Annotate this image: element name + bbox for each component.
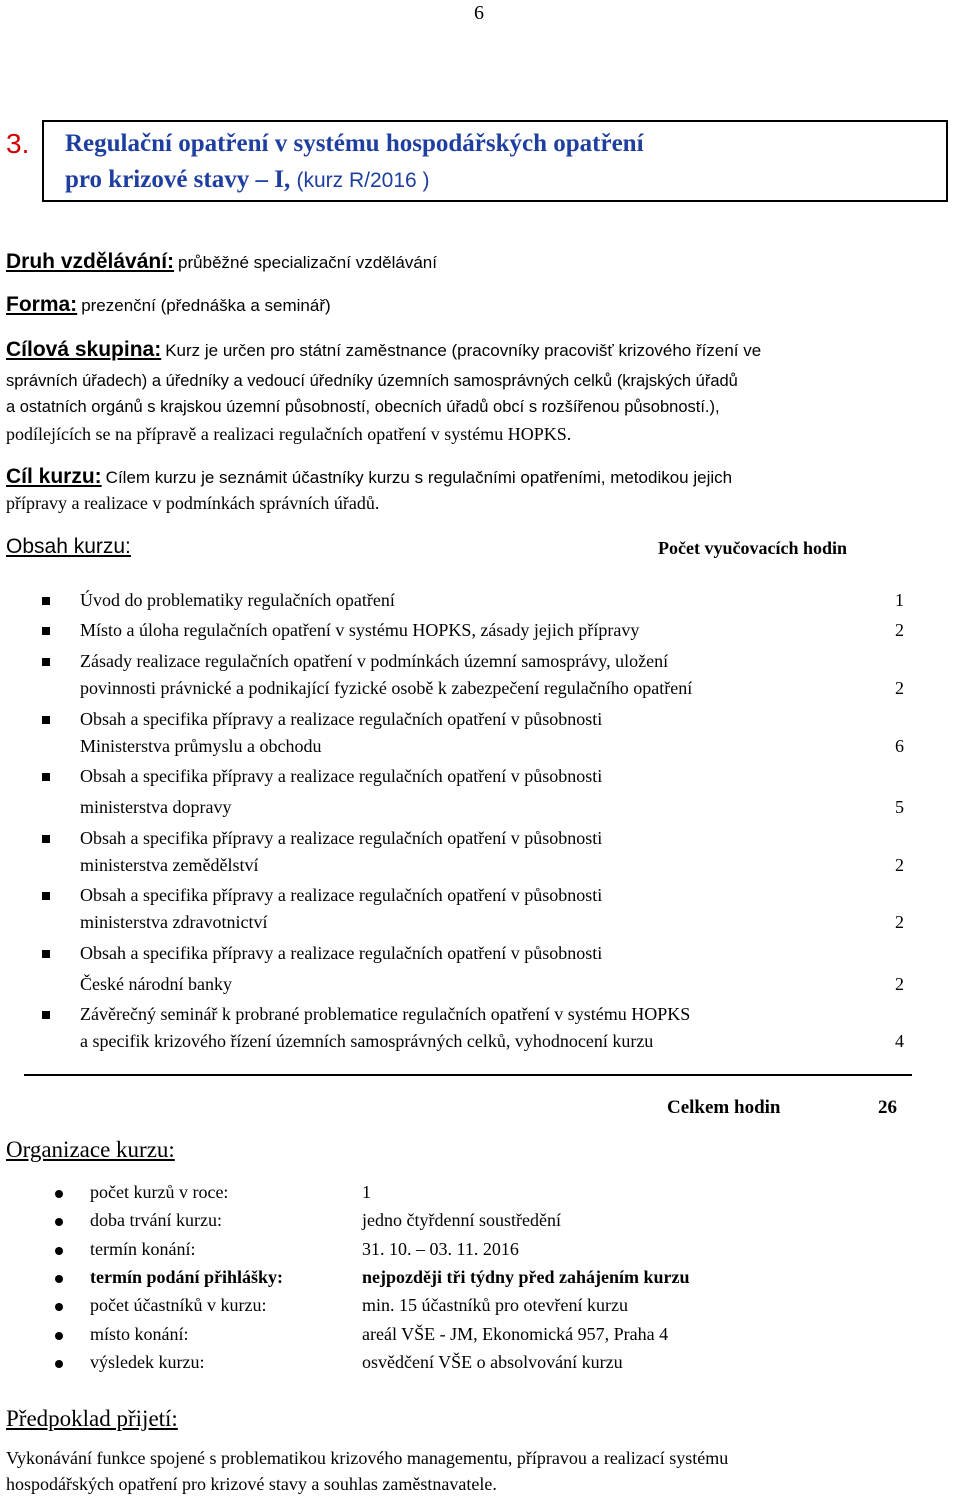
obsah-item-line2: a specifik krizového řízení územních samosprávných celků, vyhodnocení kurzu	[80, 1031, 654, 1051]
obsah-item-hours: 2	[895, 912, 904, 932]
hours-header: Počet vyučovacích hodin	[658, 538, 847, 558]
organizace-key: termín konání:	[90, 1238, 196, 1259]
cilova-row	[6, 338, 761, 362]
organizace-label: Organizace kurzu:	[6, 1137, 175, 1162]
list-bullet-icon	[42, 1011, 50, 1019]
organizace-value: 31. 10. – 03. 11. 2016	[362, 1238, 519, 1259]
bullet-dot-icon	[55, 1303, 63, 1311]
druh-row	[6, 250, 437, 274]
list-bullet-icon	[42, 658, 50, 666]
bullet-dot-icon	[55, 1218, 63, 1226]
cil-line2: přípravy a realizace v podmínkách správních úřadů.	[6, 493, 380, 513]
obsah-item-line2: ministerstva zemědělství	[80, 855, 259, 875]
divider	[24, 1074, 912, 1076]
list-bullet-icon	[42, 892, 50, 900]
organizace-value: jedno čtyřdenní soustředění	[362, 1210, 561, 1231]
organizace-key: výsledek kurzu:	[90, 1351, 205, 1372]
list-bullet-icon	[42, 835, 50, 843]
bullet-dot-icon	[55, 1247, 63, 1255]
cil-row	[6, 465, 732, 489]
list-bullet-icon	[42, 716, 50, 724]
total-value: 26	[878, 1097, 897, 1118]
organizace-value: min. 15 účastníků pro otevření kurzu	[362, 1295, 628, 1316]
forma-label: Forma:	[6, 293, 78, 316]
organizace-value: 1	[362, 1182, 371, 1202]
obsah-item-line2: ministerstva zdravotnictví	[80, 912, 268, 932]
cil-label: Cíl kurzu:	[6, 465, 102, 488]
course-code: (kurz R/2016 )	[296, 169, 430, 192]
list-bullet-icon	[42, 773, 50, 781]
list-bullet-icon	[42, 597, 50, 605]
obsah-item-line2: ministerstva dopravy	[80, 797, 232, 817]
organizace-key: doba trvání kurzu:	[90, 1210, 222, 1231]
bullet-dot-icon	[55, 1332, 63, 1340]
bullet-dot-icon	[55, 1190, 63, 1198]
organizace-key: počet účastníků v kurzu:	[90, 1295, 267, 1316]
obsah-item-line1: Obsah a specifika přípravy a realizace regulačních opatření v působnosti	[80, 885, 603, 905]
organizace-key: počet kurzů v roce:	[90, 1182, 229, 1202]
forma-row	[6, 293, 331, 317]
cilova-line4: podílejících se na přípravě a realizaci regulačních opatření v systému HOPKS.	[6, 424, 572, 444]
obsah-item-hours: 1	[895, 590, 904, 610]
obsah-item-line2: Ministerstva průmyslu a obchodu	[80, 736, 322, 756]
section-title-line1: Regulační opatření v systému hospodářských opatření	[65, 130, 644, 157]
druh-label: Druh vzdělávání:	[6, 250, 175, 273]
obsah-item-line1: Obsah a specifika přípravy a realizace regulačních opatření v působnosti	[80, 943, 603, 963]
predpoklad-line1: Vykonávání funkce spojené s problematikou krizového managementu, přípravou a realizací systému	[6, 1448, 729, 1468]
obsah-item-line2: povinnosti právnické a podnikající fyzické osobě k zabezpečení regulačního opatření	[80, 678, 693, 698]
cilova-line3: a ostatních orgánů s krajskou územní působností, obecních úřadů obcí s rozšířenou působností.),	[6, 398, 720, 416]
organizace-key: termín podání přihlášky:	[90, 1266, 284, 1287]
page-number: 6	[474, 2, 484, 24]
section-number: 3.	[6, 128, 30, 159]
total-label: Celkem hodin	[667, 1097, 781, 1118]
organizace-value: nejpozději tři týdny před zahájením kurzu	[362, 1266, 690, 1287]
obsah-item-line1: Místo a úloha regulačních opatření v systému HOPKS, zásady jejich přípravy	[80, 620, 640, 640]
obsah-item-hours: 2	[895, 855, 904, 875]
cilova-line1: Kurz je určen pro státní zaměstnance (pracovníky pracovišť krizového řízení ve	[165, 341, 762, 360]
list-bullet-icon	[42, 950, 50, 958]
section-title-line2-text: pro krizové stavy – I,	[65, 166, 291, 193]
organizace-value: areál VŠE - JM, Ekonomická 957, Praha 4	[362, 1323, 669, 1344]
section-title-line2	[65, 166, 430, 194]
obsah-item-line1: Obsah a specifika přípravy a realizace regulačních opatření v působnosti	[80, 828, 603, 848]
obsah-item-line1: Obsah a specifika přípravy a realizace regulačních opatření v působnosti	[80, 709, 603, 729]
bullet-dot-icon	[55, 1275, 63, 1283]
obsah-item-hours: 4	[895, 1031, 904, 1051]
cilova-label: Cílová skupina:	[6, 338, 162, 361]
obsah-item-line1: Obsah a specifika přípravy a realizace regulačních opatření v působnosti	[80, 766, 603, 786]
predpoklad-label: Předpoklad přijetí:	[6, 1406, 178, 1431]
obsah-item-line1: Zásady realizace regulačních opatření v podmínkách územní samosprávy, uložení	[80, 651, 669, 671]
obsah-item-hours: 5	[895, 797, 904, 817]
obsah-item-hours: 2	[895, 974, 904, 994]
organizace-key: místo konání:	[90, 1323, 189, 1344]
forma-value: prezenční (přednáška a seminář)	[81, 296, 331, 315]
obsah-item-hours: 6	[895, 736, 904, 756]
obsah-item-line1: Závěrečný seminář k probrané problematice regulačních opatření v systému HOPKS	[80, 1004, 691, 1024]
organizace-value: osvědčení VŠE o absolvování kurzu	[362, 1351, 623, 1372]
bullet-dot-icon	[55, 1360, 63, 1368]
cil-line1: Cílem kurzu je seznámit účastníky kurzu s regulačními opatřeními, metodikou jejich	[105, 468, 733, 487]
obsah-item-hours: 2	[895, 620, 904, 640]
obsah-item-line2: České národní banky	[80, 974, 232, 994]
list-bullet-icon	[42, 627, 50, 635]
cilova-line2: správních úřadech) a úředníky a vedoucí úředníky územních samosprávných celků (krajských úřadů	[6, 372, 738, 390]
obsah-label: Obsah kurzu:	[6, 535, 131, 558]
obsah-item-hours: 2	[895, 678, 904, 698]
druh-value: průběžné specializační vzdělávání	[178, 253, 437, 272]
obsah-item-line1: Úvod do problematiky regulačních opatření	[80, 590, 395, 610]
predpoklad-line2: hospodářských opatření pro krizové stavy a souhlas zaměstnavatele.	[6, 1474, 497, 1494]
